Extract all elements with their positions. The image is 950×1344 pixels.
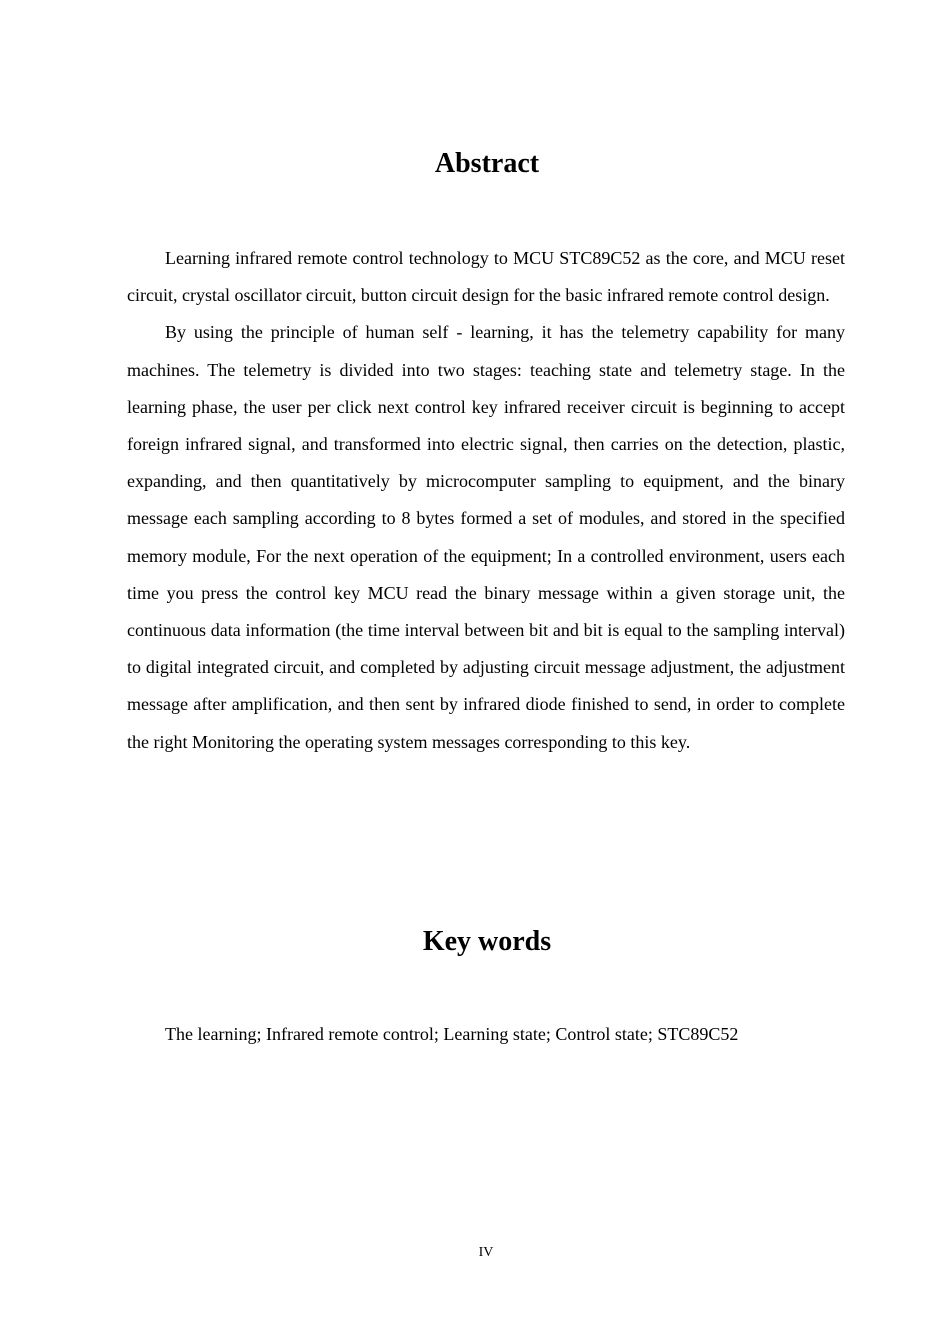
abstract-paragraph-2: By using the principle of human self - learning, it has the telemetry capability for many machines. The telemetry is divided into two stages: teaching state and telemetry stage. In the learning phase, the user per click next control key infrared receiver circuit is beginning to accept foreign infrared signal, and transformed into electric signal, then carries on the detection, plastic, expanding, and then quantitatively by microcomputer sampling to equipment, and the binary message each sampling according to 8 bytes formed a set of modules, and stored in the specified memory module, For the next operation of the equipment; In a controlled environment, users each time you press the control key MCU read the binary message within a given storage unit, the continuous data information (the time interval between bit and bit is equal to the sampling interval) to digital integrated circuit, and completed by adjusting circuit message adjustment, the adjustment message after amplification, and then sent by infrared diode finished to send, in order to complete the right Monitoring the operating system messages corresponding to this key.: [127, 322, 845, 752]
page-number: IV: [478, 1245, 494, 1260]
keywords-heading: Key words: [422, 926, 552, 957]
keywords-body: [127, 1016, 845, 1053]
abstract-heading: Abstract: [434, 148, 540, 179]
keywords-text: The learning; Infrared remote control; Learning state; Control state; STC89C52: [165, 1024, 739, 1044]
abstract-paragraph-1: Learning infrared remote control technology to MCU STC89C52 as the core, and MCU reset circuit, crystal oscillator circuit, button circuit design for the basic infrared remote control design.: [127, 248, 845, 306]
abstract-body: [127, 240, 845, 761]
